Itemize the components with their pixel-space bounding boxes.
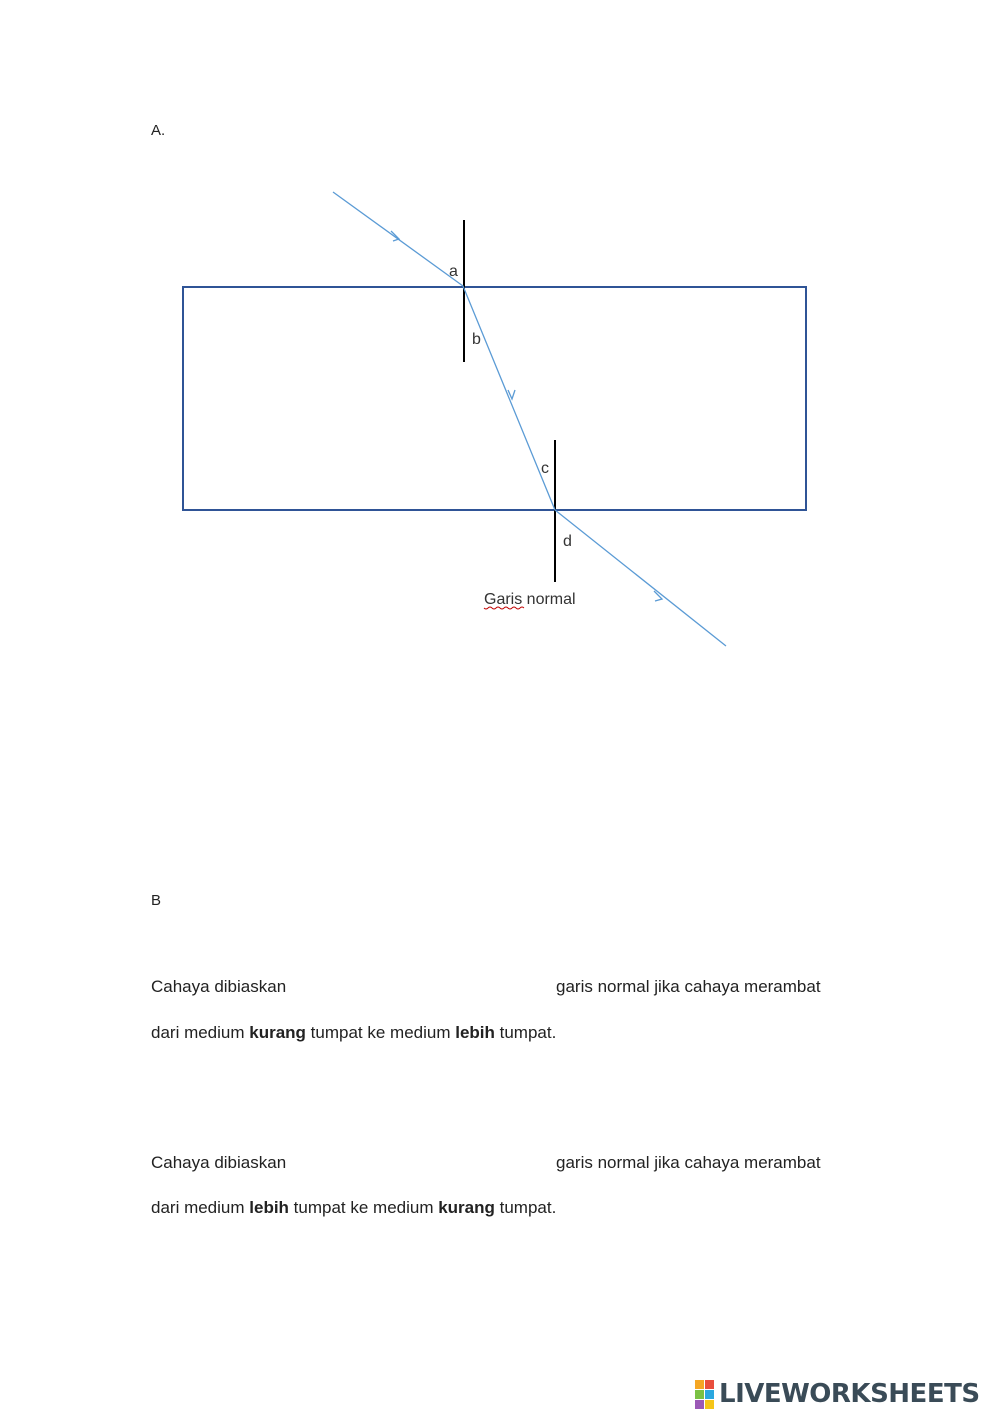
angle-label-b: b (472, 331, 481, 348)
refraction-diagram (0, 0, 1000, 700)
section-a-label: A. (151, 122, 166, 139)
statement-1-line-1-end: garis normal jika cahaya merambat (556, 977, 821, 996)
section-b-label: B (151, 892, 162, 909)
medium-lebih: lebih (249, 1198, 289, 1217)
angle-label-d: d (563, 533, 572, 550)
logo-blocks-icon (695, 1380, 714, 1409)
logo-brand-text: LIVEWORKSHEETS (719, 1379, 980, 1409)
statement-2-line-1-start: Cahaya dibiaskan (151, 1153, 287, 1172)
angle-label-c: c (541, 460, 549, 477)
glass-block (183, 287, 806, 510)
statement-2-line-1-end: garis normal jika cahaya merambat (556, 1153, 821, 1172)
normal-line-label: Garis normal (484, 591, 576, 608)
ray-arrow-incident (391, 231, 399, 241)
statement-1-line-1-start: Cahaya dibiaskan (151, 977, 287, 996)
liveworksheets-logo[interactable] (695, 1377, 980, 1411)
medium-lebih: lebih (455, 1023, 495, 1042)
medium-kurang: kurang (438, 1198, 495, 1217)
statement-1-answer-blank[interactable] (330, 975, 530, 997)
angle-label-a: a (449, 263, 458, 280)
medium-kurang: kurang (249, 1023, 306, 1042)
light-ray (333, 192, 726, 646)
statement-2-answer-blank[interactable] (330, 1151, 530, 1173)
statement-2-line-2: dari medium lebih tumpat ke medium kurang tumpat. (151, 1198, 557, 1217)
statement-1-line-2: dari medium kurang tumpat ke medium lebih tumpat. (151, 1023, 557, 1042)
